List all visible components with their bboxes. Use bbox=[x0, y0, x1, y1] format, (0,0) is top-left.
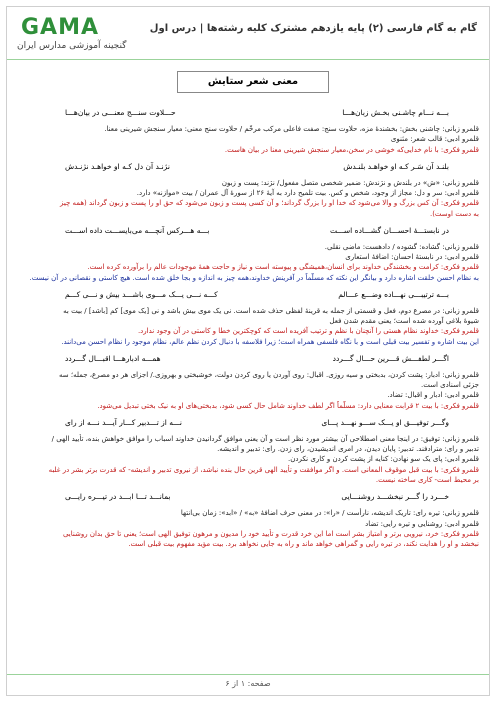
poem-verse bbox=[65, 492, 449, 502]
analysis-line: قلمرو ادبی: روشنایی و تیره رایی: تضاد bbox=[365, 519, 479, 528]
document-page bbox=[6, 6, 490, 696]
meaning-line: قلمرو فکری: با نام خدایی‌که خوشی در سخن،معیار سنجش شیرینی معنا در بیان هاست. bbox=[224, 145, 479, 154]
meaning-line: قلمرو فکری: با بیت قبل موقوف المعانی است. و اگر موافقت و تأیید الهی قرین حال بنده نباشد، از نیروی تدبیر و اندیشه- که قدرت برتر بشر در غلبه bbox=[48, 465, 479, 474]
page-footer bbox=[7, 674, 489, 695]
meaning-line: به دست اوست). bbox=[429, 209, 479, 218]
analysis-line: جزئی اسنادی است. bbox=[421, 381, 479, 390]
meaning-line: بر محیط است- کاری ساخته نیست. bbox=[375, 475, 479, 484]
verse-hemistich-first: بـــه ترتیبـــی نهـــاده وضـــع عـــالم bbox=[338, 289, 449, 299]
page-number: صفحه: ۱ از ۶ bbox=[225, 679, 271, 688]
note-line: این بیت اشاره و تفسیر بیت قبلی است و با نگاه فلسفی همراه است؛ زیرا فلاسفه با دنبال کردن نظم عالم، نظام موجود را نظام احسن می‌دانند. bbox=[61, 337, 479, 346]
analysis-line: قلمرو زبانی: چاشنی بخش: بخشندۀ مزه، حلاوت سنج: صفت فاعلی مرکب مرخّم / حلاوت سنج معنی: معیار سنجش شیرینی معنا. bbox=[104, 125, 479, 134]
meaning-line: نبخشد و او را هدایت نکند، در تیره رایی و گمراهی خواهد ماند و راه به جایی نخواهد برد. بیت مؤید مفهوم بیت قبلی است. bbox=[128, 539, 479, 548]
page-header bbox=[7, 7, 489, 60]
meaning-line: قلمرو فکری: خرد، نیرویی برتر و امتیاز بشر است اما این خرد قدرت و تأیید خود را مدیون و مرهون توفیق الهی است؛ یعنی تا حق بدان روشنایی bbox=[62, 529, 479, 538]
verse-hemistich-second: حـــلاوت سنـــج معنـــی در بیان‌هـــا bbox=[65, 108, 176, 117]
analysis-line: قلمرو ادبی: قالب شعر: مثنوی bbox=[390, 135, 479, 144]
meaning-line: قلمرو فکری: کرامت و بخشندگی خداوند برای انسان،همیشگی و پیوسته است و نیاز و حاجت همۀ موجودات عالم را برآورده کرده است. bbox=[87, 263, 479, 272]
poem-verse bbox=[65, 354, 449, 364]
header-title: گام به گام فارسی (۲) پایه یازدهم مشترک کلیه رشته‌ها | درس اول bbox=[149, 23, 477, 34]
analysis-line: قلمرو ادبی: در نابستۀ احسان: اضافۀ استعاری bbox=[345, 253, 479, 262]
analysis-line: قلمرو زبانی: توفیق: در اینجا معنی اصطلاحی آن بیشتر مورد نظر است و آن یعنی موافق گردانیدن خداوند اسباب را موافق خواهش بنده، تأیید الهی / bbox=[51, 435, 479, 444]
meaning-line: قلمرو فکری: خداوند نظام هستی را آنچنان با نظم و ترتیب آفریده است که کوچکترین خطا و کاستی در آن وجود ندارد. bbox=[137, 327, 479, 336]
document-body bbox=[15, 101, 479, 549]
section-title: معنی شعر ستایش bbox=[177, 71, 329, 93]
verse-hemistich-second: بمانـــد تـــا ابـــد در تیـــره رایـــی bbox=[65, 492, 171, 502]
verse-hemistich-second: نـــه از تـــدبیر کـــار آیـــد نـــه از رای bbox=[65, 417, 182, 427]
verse-hemistich-second: نژنـد آن دل کـه او خواهـد نژنـدش bbox=[65, 161, 170, 171]
note-line: به نظام احسن خلقت اشاره دارد و بیانگر این نکته که مسلّماً در آفرینش خداوند،همه چیز به اندازه و بجا خلق شده است. هیچ کاستی و نقصانی در آن نیست. bbox=[29, 273, 479, 282]
verse-hemistich-first: خـــرد را گـــر نبخشـــد روشنـــایی bbox=[341, 492, 449, 502]
analysis-line: قلمرو ادبی: ادبار و اقبال: تضاد. bbox=[387, 391, 479, 400]
verse-hemistich-first: در نابستـــۀ احســـان گشـــاده اســـت bbox=[329, 225, 449, 235]
verse-hemistich-first: بـــه نـــام چاشـنی بخـش زبان‌هـــا bbox=[342, 108, 449, 117]
analysis-line: قلمرو زبانی: ادبار: پشت کردن، بدبختی و سیه روزی. اقبال: روی آوردن یا روی کردن دولت، خوشبختی و بهروزی./ اجزای هر دو مصرع، جمله؛ سه bbox=[59, 371, 479, 380]
poem-verse bbox=[65, 418, 449, 428]
analysis-line: قلمرو زبانی: تیره رای: تاریک اندیشه، نارأست / «را»: در معنی حرف اضافۀ «به» / «ابد»: زمان بی‌انتها bbox=[180, 509, 479, 518]
analysis-line: تدبیر و رای: مترادفند. تدبیر: پایان دیدن، در امری اندیشیدن، رای زدن. رای: تدبیر و اندیشه. bbox=[217, 445, 479, 454]
analysis-line: قلمرو زبانی: گشاده: گشوده / دادهست: ماضی نقلی. bbox=[324, 243, 479, 252]
logo-word: GAMA bbox=[21, 15, 100, 40]
poem-verse bbox=[65, 162, 449, 172]
analysis-line: قلمرو زبانی: در مصرع دوم، فعل و قسمتی از جمله به قرینۀ لفظی حذف شده است. نی یک موی بیش باشد و نی [یک موی] کم [باشد] / بیت به bbox=[63, 307, 479, 316]
poem-verse bbox=[65, 108, 449, 118]
verse-hemistich-first: اگـــر لطفـــش قـــرین حـــال گـــردد bbox=[332, 353, 449, 363]
verse-hemistich-second: همـــه ادبارهـــا اقبـــال گـــردد bbox=[65, 353, 161, 363]
analysis-line: شیوۀ بلاغی آورده شده است؛ یعنی مقدم شدن فعل bbox=[329, 317, 479, 326]
analysis-line: قلمرو ادبی: پای یک سو نهادن: کنایه از پشت کردن و کاری نکردن. bbox=[287, 455, 479, 464]
gama-logo bbox=[17, 13, 129, 57]
verse-hemistich-first: بلنـد آن سَـر کـه او خواهـد بلنـدش bbox=[343, 161, 449, 171]
verse-hemistich-second: بـــه هـــرکس آنچـــه می‌بایســـت داده اســـت bbox=[65, 225, 210, 235]
meaning-line: قلمرو فکری: آن کس بزرگ و والا می‌شود که خدا او را بزرگ گرداند؛ و آن کسی پست و زبون می‌شود که حق او را پست و زبون گرداند (همه چیز bbox=[60, 199, 479, 208]
analysis-line: قلمرو ادبی: سر و دل: مجاز از وجود، شخص و کس. بیت تلمیح دارد به آیۀ ۲۶ از سورۀ آل عمران / بیت «موازنه» دارد. bbox=[136, 189, 479, 198]
meaning-line: قلمرو فکری: با بیت ۲ قرابت معنایی دارد: مسلّماً اگر لطف خداوند شامل حال کسی شود، بدبختی‌های او به نیک بختی تبدیل می‌شود. bbox=[97, 401, 479, 410]
poem-verse bbox=[65, 290, 449, 300]
verse-hemistich-second: کـــه نـــی یـــک مـــوی باشـــد بیش و نـــی کـــم bbox=[65, 289, 218, 299]
verse-hemistich-first: وگـــر توفیـــق او یـــک ســـو نهـــد پـــای bbox=[321, 417, 449, 427]
logo-subtitle: گنجینه آموزشی مدارس ایران bbox=[17, 41, 127, 51]
analysis-line: قلمرو زبانی: «ش» در بلندش و نژندش: ضمیر شخصی متصل مفعول/ نژند: پست و زبون bbox=[221, 179, 479, 188]
poem-verse bbox=[65, 226, 449, 236]
